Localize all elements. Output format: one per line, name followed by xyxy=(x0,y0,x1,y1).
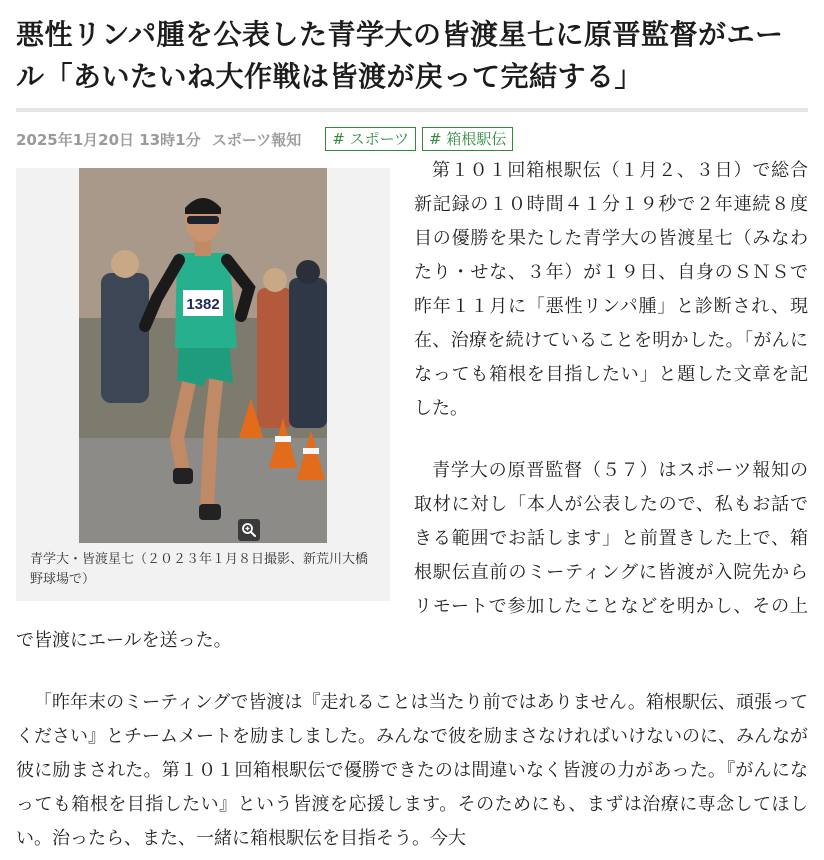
paragraph-2: 青学大の原晋監督（５７）はスポーツ報知の取材に対し「本人が公表したので、私もお話できる範囲でお話します」と前置きした上で、箱根駅伝直前のミーティングに皆渡が入院先からリモートで参加したことなどを明かし、その上で皆渡にエールを送った。 xyxy=(16,460,808,651)
article-meta xyxy=(16,124,808,154)
zoom-icon[interactable] xyxy=(238,519,260,541)
article-title: 悪性リンパ腫を公表した青学大の皆渡星七に原晋監督がエール「あいたいね大作戦は皆渡が戻って完結する」 xyxy=(16,18,784,93)
article-date: 2025年1月20日 13時1分 xyxy=(16,130,201,149)
title-divider xyxy=(16,108,808,112)
article-figure xyxy=(16,168,390,601)
tag-hakone-ekiden[interactable]: # 箱根駅伝 xyxy=(422,127,513,151)
figure-caption: 青学大・皆渡星七（２０２３年１月８日撮影、新荒川大橋野球場で） xyxy=(30,552,369,587)
paragraph-1: 第１０１回箱根駅伝（１月２、３日）で総合新記録の１０時間４１分１９秒で２年連続８度目の優勝を果たした青学大の皆渡星七（みなわたり・せな、３年）が１９日、自身のＳＮＳで昨年１１月に「悪性リンパ腫」と診断され、現在、治療を続けていることを明かした。「がんになっても箱根を目指したい」と題した文章を記した。 xyxy=(414,160,808,419)
article-source: スポーツ報知 xyxy=(211,130,302,149)
runner-photo[interactable] xyxy=(79,168,327,543)
meta-text xyxy=(16,129,301,150)
paragraph-3: 「昨年末のミーティングで皆渡は『走れることは当たり前ではありません。箱根駅伝、頑張ってください』とチームメートを励ましました。みんなで彼を励まさなければいけないのに、みんなが彼に励まされた。第１０１回箱根駅伝で優勝できたのは間違いなく皆渡の力があった。『がんになっても箱根を目指したい』という皆渡を応援します。そのためにも、まずは治療に専念してほしい。治ったら、また、一緒に箱根駅伝を目指そう。今大 xyxy=(16,692,808,849)
bib-number: 1382 xyxy=(186,296,220,313)
article-body xyxy=(16,154,808,856)
tag-sports[interactable]: # スポーツ xyxy=(325,127,416,151)
